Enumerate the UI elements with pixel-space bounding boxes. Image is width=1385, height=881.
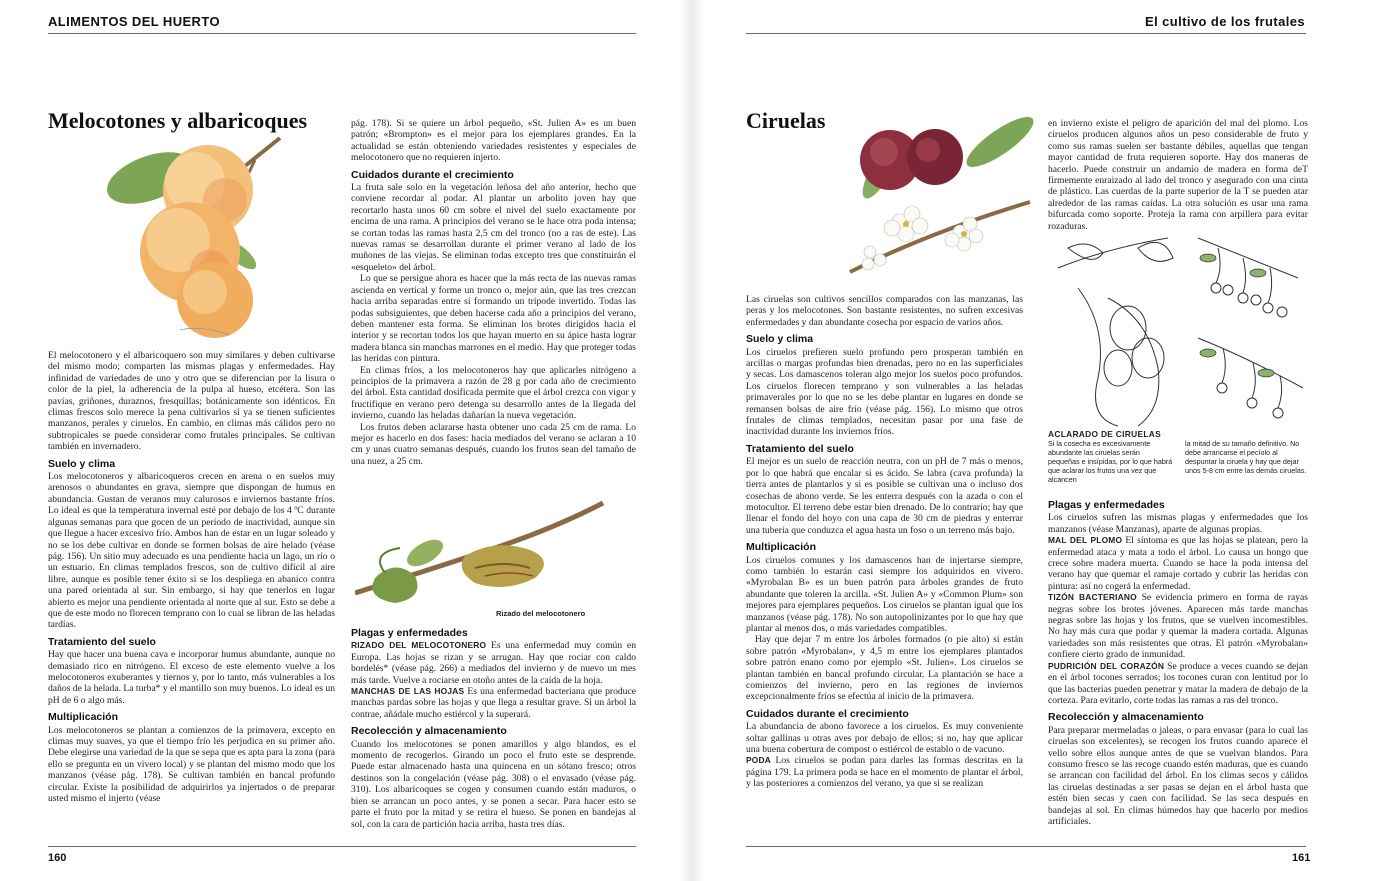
body-paragraph: La fruta sale solo en la vegetación leñosa del año anterior, hecho que conviene recordar al podar. Al plantar un arbolito joven hay que recortarlo hasta unos 60 cm sobre el nivel del suelo exactamente por encima de una rama. A principios del verano se le hace otra poda intensa; se cortan todas las ramas hasta 2,5 cm del tronco (no a ras de este). Las nuevas ramas se desarrollan durante el primer verano al lado de los muñones de las viejas. Se eliminan todas excepto tres que constituirán el «esqueleto» del árbol. — [351, 182, 636, 273]
body-text: Se produce a veces cuando se dejan en el árbol tocones serrados; los tocones curan con lentitud por lo que las bacterias pueden penetrar y matar la madera de debajo de la corteza. Para evitarlo, corte todas las ramas a ras del tronco. — [1048, 660, 1308, 706]
body-paragraph: Lo que se persigue ahora es hacer que la más recta de las nuevas ramas ascienda en vertical y forme un tronco o, mejor aún, que las tres crezcan hacia arriba separadas entre sí formando un trípode invertido. Todas las podas subsiguientes, que deben hacerse cada año a principios del verano, deben mantener esta forma. Se eliminan los brotes dirigidos hacia el interior y se recortan todos los que hayan muerto en su ápice hasta lograr madera blanca sin manchas marrones en el medio. Hay que proteger todas las heridas con pintura. — [351, 273, 636, 365]
left-page — [0, 0, 692, 881]
section-heading: Tratamiento del suelo — [48, 635, 156, 648]
body-paragraph: Hay que hacer una buena cava e incorporar humus abundante, aunque no demasiado rico en nitrógeno. El exceso de este elemento vuelve a los melocotoneros exuberantes y tiernos y, por lo tanto, más vulnerables a los daños de la helada. La turba* y el mantillo son muy buenos. Lo ideal es un pH de 6 o algo más. — [48, 649, 335, 706]
left-column-1 — [48, 350, 335, 804]
lead-term: PODA — [746, 755, 771, 766]
page-title-right: Ciruelas — [746, 108, 826, 133]
footer-rule-right — [746, 846, 1306, 847]
right-column-2b — [1048, 496, 1308, 827]
left-column-2 — [351, 118, 636, 467]
intro-paragraph: El melocotonero y el albaricoquero son muy similares y deben cultivarse del mismo modo; comparten las mismas plagas y enfermedades. Hay infinidad de variedades de uno y otro que se diferencian por la lisura o color de la piel, la adherencia de la pulpa al hueso, etcétera. Son las pavías, griñones, duraznos, fresquillas; botánicamente son idénticos. En climas frescos solo merece la pena cultivarlos si ya se tienen suficientes manzanos, perales y ciruelos. En cambio, en climas más cálidos pero no subtropicales se puede considerar como frutales principales. Se cultivan también en invernadero. — [48, 350, 335, 453]
body-paragraph: Los ciruelos comunes y los damascenos han de injertarse siempre, como también lo estarán casi siempre los adquiridos en vivero. «Myrobalan B» es un buen patrón para árboles grandes de fruto abundante que toleren la arcilla. «St. Julien A» y «Common Plum» son mejores para ejemplares pequeños. Los ciruelos se plantan igual que los manzanos (véase pág. 178). No son autopolinizantes por lo que hay que plantar al menos dos, o más variedades compatibles. — [746, 554, 1023, 634]
section-heading: Suelo y clima — [746, 333, 814, 346]
page-number-right: 161 — [1292, 852, 1311, 864]
section-heading: Recolección y almacenamiento — [1048, 711, 1204, 724]
body-paragraph: Los melocotoneros y albaricoqueros crecen en arena o en suelos muy arenosos o abundantes en grava, siempre que dispongan de humus en abundancia. Gustan de veranos muy calurosos e inviernos bastante fríos. Lo ideal es que la temperatura invernal esté por debajo de los 4 ºC durante algunas semanas para que gocen de un período de inactividad, aunque sin que llegue a hacer excesivo frío. Ambos han de estar en un lugar soleado y no se los debe cultivar en donde se formen bolsas de aire helado (véase pág. 156). Un sitio muy adecuado es una pendiente hacia un lago, un río o un estuario. En climas templados frescos, son de cultivo difícil al aire libre, aunque es posible tener éxito si se los despliega en abanico contra una pared orientada al sur. Sin embargo, si hay que tenerlos en lugar abierto es mejor una pendiente orientada al norte que al sur. Esto se debe a que de este modo no florecen temprano con lo cual se libran de las heladas tardías. — [48, 471, 335, 631]
page-title-left: Melocotones y albaricoques — [48, 108, 308, 133]
section-heading: Suelo y clima — [48, 457, 116, 470]
running-head-left: ALIMENTOS DEL HUERTO — [48, 14, 220, 29]
figure-caption: Rizado del melocotonero — [496, 609, 586, 618]
body-paragraph: pág. 178). Si se quiere un árbol pequeño, «St. Julien A» es un buen patrón; «Brompton» es el mejor para los ejemplares grandes. En la actualidad se están obteniendo variedades resistentes y especiales de melocotonero que no requieren injerto. — [351, 118, 636, 164]
section-heading: Multiplicación — [48, 711, 119, 724]
section-heading: Tratamiento del suelo — [746, 442, 854, 455]
body-paragraph: en invierno existe el peligro de aparición del mal del plomo. Los ciruelos producen algunos años un peso considerable de fruto y como sus ramas suelen ser bastante débiles, aquellas que tengan mayor cantidad de fruta requieren soporte. Hay dos maneras de hacerlo. Puede construir un andamio de madera en forma deT firmemente enraizado al lado del tronco y asegurado con una cinta de plástico. Las cuerdas de la parte superior de la T se pueden atar alrededor de las ramas caídas. La otra solución es usar una rama bifurcada como soporte. Proteja la rama con arpillera para evitar rozaduras. — [1048, 118, 1308, 232]
lead-term: RIZADO DEL MELOCOTONERO — [351, 640, 487, 651]
right-column-2 — [1048, 118, 1308, 232]
figure-caption-box — [1048, 430, 1310, 484]
section-heading: Recolección y almacenamiento — [351, 725, 507, 738]
header-rule-right — [746, 33, 1306, 34]
page-number-left: 160 — [48, 852, 67, 864]
body-text: Es una enfermedad bacteriana que produce manchas pardas sobre las hojas y que llega a resultar grave. Si un árbol la contrae, añádale mucho estiércol y la superará. — [351, 686, 636, 720]
body-paragraph: Los ciruelos sufren las mismas plagas y enfermedades que los manzanos (véase Manzanas), aparte de algunas propias. — [1048, 512, 1308, 535]
header-rule-left — [48, 33, 636, 34]
intro-paragraph: Las ciruelas son cultivos sencillos comparados con las manzanas, las peras y los melocotones. Son bastante resistentes, no sufren excesivas enfermedades y dan abundante cosecha por espacio de varios años. — [746, 294, 1023, 328]
lead-term: MANCHAS DE LAS HOJAS — [351, 686, 465, 697]
plum-thinning-drawing — [1048, 228, 1310, 428]
body-paragraph: Para preparar mermeladas o jaleas, o para envasar (para lo cual las ciruelas son excelentes), se recogen los frutos cuando aparece el vello sobre ellos aunque antes de que se vuelvan blandos. Para consumo fresco se las recoge cuando estén maduras, que es cuando se arrancan con facilidad del árbol. En los climas secos y cálidos las ciruelas destinadas a ser pasas se dejan en el árbol hasta que estén bien secas y caen con facilidad. Se las seca después en bandejas al sol. En climas húmedos hay que hacerlo por medios artificiales. — [1048, 724, 1308, 827]
section-heading: Plagas y enfermedades — [1048, 499, 1165, 511]
body-paragraph: Hay que dejar 7 m entre los árboles formados (o pie alto) si están sobre patrón «Myrobalan», y 4,5 m entre los ejemplares plantados sobre patrón enano como por ejemplo «St. Julien». Los ciruelos se plantan también en bancal profundo circular. La plantación se hace a comienzos del invierno, pero en las regiones de inviernos excepcionalmente fríos se efectúa al inicio de la primavera. — [746, 634, 1023, 703]
figure-caption-text: Si la cosecha es excesivamente abundante las ciruelas serán pequeñas e insípidas, por lo que habrá que aclarar los frutos una vez que alcancen — [1048, 439, 1173, 484]
right-column-1 — [746, 294, 1023, 790]
lead-term: MAL DEL PLOMO — [1048, 535, 1123, 546]
body-paragraph: El mejor es un suelo de reacción neutra, con un pH de 7 más o menos, por lo que habrá que encalar si es ácido. Se labra (cava profunda) la tierra antes de plantarlos y si es posible se cultivan una o incluso dos cosechas de abono verde. Se les enterra después con la azada o con el motocultor. El terreno debe estar bien drenado. De lo contrario; hay que llenar el fondo del hoyo con una capa de 30 cm de piedras y enterrar una tubería que conduzca el agua hasta un foso o un terreno más bajo. — [746, 456, 1023, 536]
body-paragraph: Los frutos deben aclararse hasta obtener uno cada 25 cm de rama. Lo mejor es hacerlo en dos fases: hacia mediados del verano se aclaran a 10 cm y unas cuatro semanas después, cuando los frutos sean del tamaño de una nuez, a 25 cm. — [351, 421, 636, 467]
section-heading: Multiplicación — [746, 541, 817, 554]
plum-illustration — [840, 102, 1035, 282]
body-paragraph: La abundancia de abono favorece a los ciruelos. Es muy conveniente soltar gallinas u otras aves por debajo de ellos; si no, hay que aplicar una buena cobertura de compost o estiércol de establo o de vacuno. — [746, 721, 1023, 756]
body-paragraph: Los ciruelos prefieren suelo profundo pero prosperan también en arcillas o margas profundas bien drenadas, pero no en las superficiales y secas. Los damascenos toleran algo mejor los suelos poco profundos. Los ciruelos florecen temprano y son vulnerables a las heladas primaverales por lo que no se les debe plantar en lugares en donde se remansen bolsas de aire frío (véase pág. 156). Lo mismo que otros frutales de climas templados, necesitan pasar por una fase de inactividad durante los inviernos fríos. — [746, 346, 1023, 438]
body-paragraph: En climas fríos, a los melocotoneros hay que aplicarles nitrógeno a principios de la primavera a razón de 28 g por cada año de crecimiento del árbol. Esta cantidad dosificada permite que el árbol crezca con vigor y fructifique en verano pero detenga su desarrollo antes de la llegada del invierno, cuando las heladas dañarían la nueva vegetación. — [351, 364, 636, 422]
body-text: Se evidencia primero en forma de rayas negras sobre los brotes jóvenes. Aparecen más tarde manchas negras sobre las hojas y los frutos, que se vuelven incomestibles. No hay más cura que podar y quemar la madera cortada. Algunas variedades son más resistentes que otras. El patrón «Myrobalan» confiere cierto grado de inmunidad. — [1048, 592, 1308, 661]
body-text: El síntoma es que las hojas se platean, pero la enfermedad ataca y mata a todo el árbol. Lo causa un hongo que crece sobre madera muerta. Cuando se hace la poda intensa del verano hay que quemar el ramaje cortado y cubrir las heridas con pintura: así no cogerá la enfermedad. — [1048, 535, 1308, 592]
lead-term: PUDRICIÓN DEL CORAZÓN — [1048, 660, 1165, 671]
right-page — [692, 0, 1385, 881]
body-text: Los ciruelos se podan para darles las formas descritas en la página 179. La primera poda se hace en el momento de plantar el árbol, y las posteriores a comienzos del verano, ya que si se realizan — [746, 755, 1023, 790]
peach-illustration — [90, 130, 290, 345]
section-heading: Cuidados durante el crecimiento — [746, 707, 909, 720]
body-paragraph: Cuando los melocotones se ponen amarillos y algo blandos, es el momento de recogerlos. Girando un poco el fruto este se desprende. Puede estar almacenado hasta una quincena en un sótano fresco; otros destinos son la congelación (véase pág. 308) o el envasado (véase pág. 310). Los albaricoques se cogen y consumen cuando están maduros, o bien se arrancan un poco antes, y se ponen a secar. Para hacer esto se parte el fruto por la mitad y se retira el hueso. Se ponen en bandejas al sol, con la cara de partición hacia arriba, hasta tres días. — [351, 738, 636, 830]
left-column-2b — [351, 628, 636, 830]
section-heading: Plagas y enfermedades — [351, 627, 468, 639]
figure-caption-text: la mitad de su tamaño definitivo. No debe arrancarse el pecíolo al despuntar la ciruela y hay que dejar unos 5-8 cm entre las demás ciruelas. — [1185, 439, 1307, 475]
lead-term: TIZÓN BACTERIANO — [1048, 592, 1137, 603]
body-paragraph: Los melocotoneros se plantan a comienzos de la primavera, excepto en climas muy suaves, ya que el tiempo frío les perjudica en su primer año. Debe elegirse una variedad de la que se sepa que es apta para la zona (para ello se pregunta en un vivero local) y se plantan del mismo modo que los manzanos (véase pág. 178). Se cultivan también en bancal profundo circular. Existe la posibilidad de adquirirlos ya injertados o de preparar usted mismo el injerto (véase — [48, 724, 335, 805]
curled-leaf-illustration — [355, 498, 605, 608]
body-text: Es una enfermedad muy común en Europa. Las hojas se rizan y se arrugan. Hay que rociar con caldo bordelés* (véase pág. 266) a mediados del invierno y de nuevo un mes más tarde. Vuelve a rociarse en otoño antes de la caída de la hoja. — [351, 640, 636, 686]
running-head-right: El cultivo de los frutales — [1145, 14, 1305, 29]
section-heading: Cuidados durante el crecimiento — [351, 168, 514, 181]
figure-caption-title: ACLARADO DE CIRUELAS — [1048, 429, 1162, 439]
footer-rule-left — [48, 846, 636, 847]
